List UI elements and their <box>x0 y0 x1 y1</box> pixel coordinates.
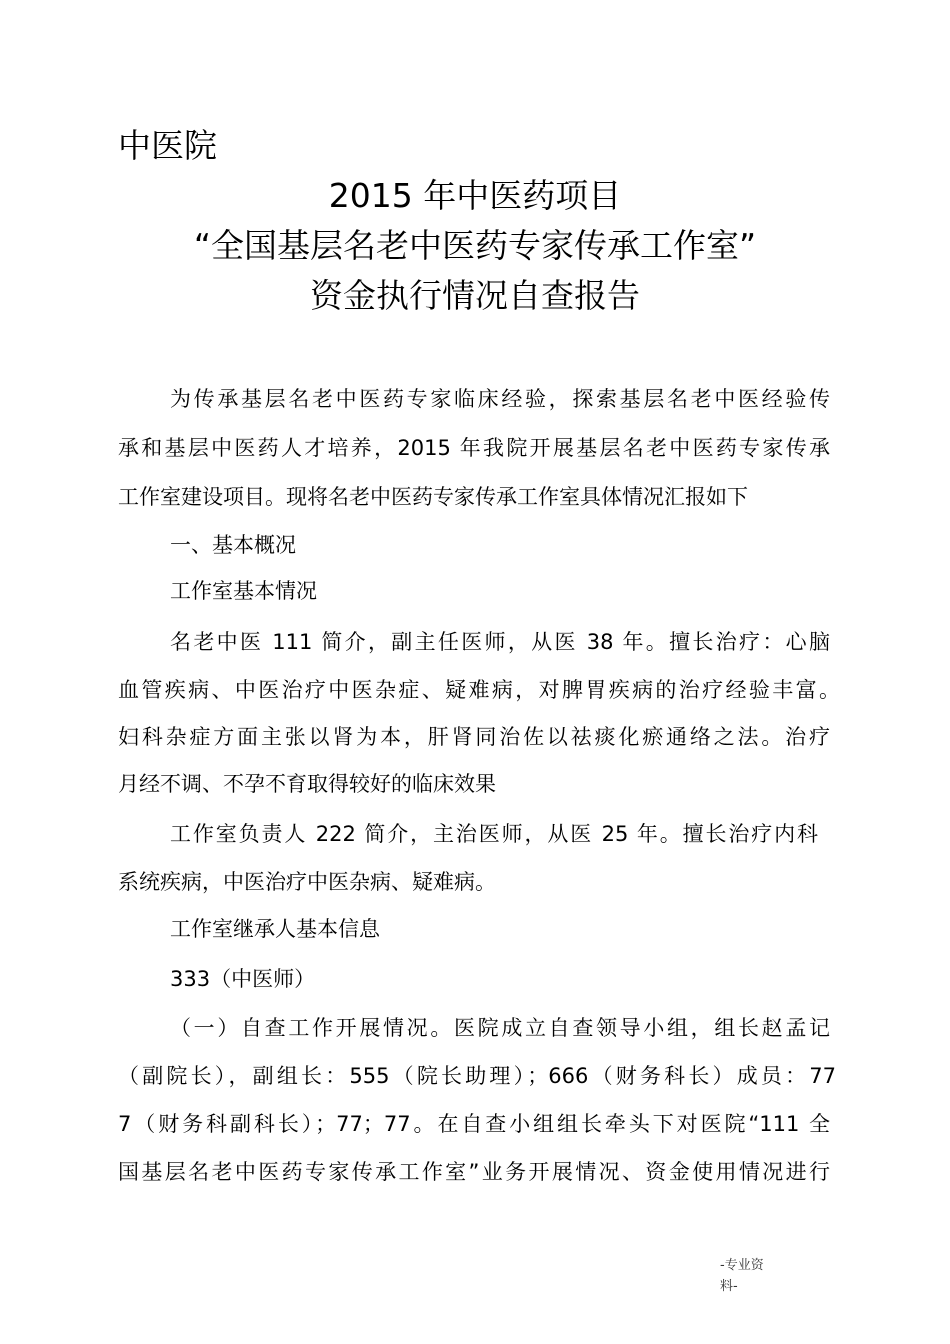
paragraph-5-line-4: 国基层名老中医药专家传承工作室”业务开展情况、资金使用情况进行 <box>118 1160 830 1184</box>
successor-entry: 333（中医师） <box>170 967 316 991</box>
subheading-studio-basics: 工作室基本情况 <box>170 579 317 603</box>
paragraph-1-line-3: 工作室建设项目。现将名老中医药专家传承工作室具体情况汇报如下 <box>118 485 748 509</box>
paragraph-5-line-3: 7（财务科副科长）；77；77。在自查小组组长牵头下对医院“111 全 <box>118 1112 830 1136</box>
paragraph-3-line-2: 系统疾病，中医治疗中医杂病、疑难病。 <box>118 870 496 894</box>
paragraph-2-line-3: 妇科杂症方面主张以肾为本，肝肾同治佐以祛痰化瘀通络之法。治疗 <box>118 725 830 749</box>
subheading-successor-info: 工作室继承人基本信息 <box>170 917 380 941</box>
paragraph-5-line-2: （副院长），副组长：555（院长助理）；666（财务科长）成员：77 <box>118 1064 836 1088</box>
paragraph-1-line-1: 为传承基层名老中医药专家临床经验，探索基层名老中医经验传 <box>170 387 830 411</box>
paragraph-2-line-4: 月经不调、不孕不育取得较好的临床效果 <box>118 772 496 796</box>
paragraph-5-line-1: （一）自查工作开展情况。医院成立自查领导小组，组长赵孟记 <box>170 1016 830 1040</box>
paragraph-2-line-2: 血管疾病、中医治疗中医杂症、疑难病，对脾胃疾病的治疗经验丰富。 <box>118 678 840 702</box>
organization-name: 中医院 <box>118 126 217 165</box>
report-title-line-1: 2015 年中医药项目 <box>328 176 622 215</box>
paragraph-1-line-2: 承和基层中医药人才培养，2015 年我院开展基层名老中医药专家传承 <box>118 436 830 460</box>
paragraph-3-line-1: 工作室负责人 222 简介，主治医师，从医 25 年。擅长治疗内科 <box>170 822 818 846</box>
section-heading-basic-overview: 一、基本概况 <box>170 533 296 557</box>
footer-label: -专业资料- <box>720 1258 764 1294</box>
paragraph-2-line-1: 名老中医 111 简介，副主任医师，从医 38 年。擅长治疗：心脑 <box>170 630 830 654</box>
report-title-line-2: “全国基层名老中医药专家传承工作室” <box>193 226 757 265</box>
report-title-line-3: 资金执行情况自查报告 <box>310 276 640 315</box>
